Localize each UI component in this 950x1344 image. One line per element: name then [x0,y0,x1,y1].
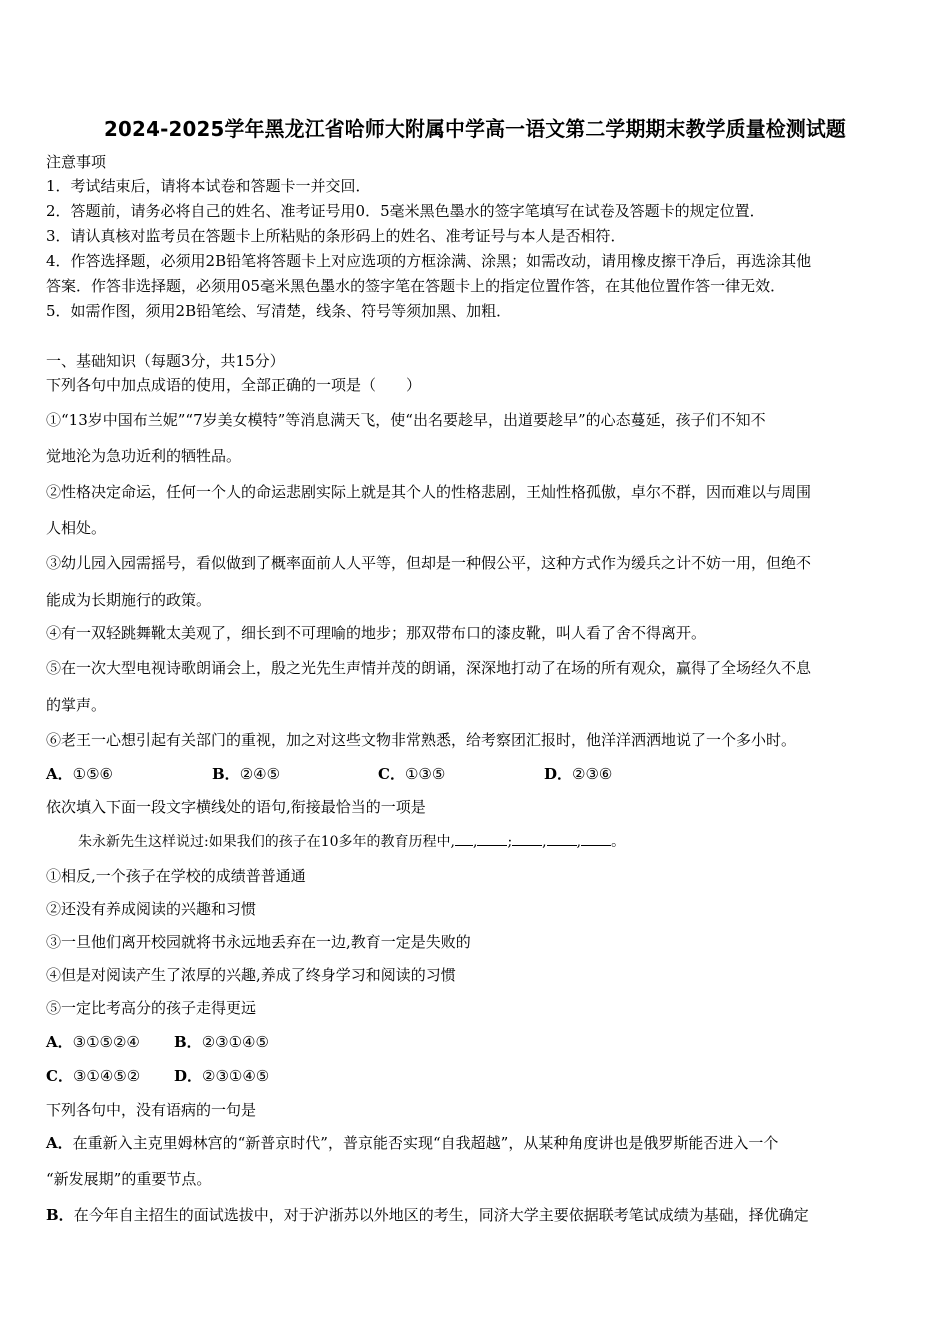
punct: 。 [611,834,626,850]
q1-sentence-line: ④有一双轻跳舞靴太美观了，细长到不可理喻的地步；那双带布口的漆皮靴，叫人看了舍不得离开。 [46,624,707,642]
option-text: ②③⑥ [572,765,613,783]
q1-options [46,764,612,784]
q1-sentence-line: 的掌声。 [46,696,107,714]
notice-heading: 注意事项 [46,153,107,171]
q1-sentence-line: ⑤在一次大型电视诗歌朗诵会上，殷之光先生声情并茂的朗诵，深深地打动了在场的所有观众，赢得了全场经久不息 [46,659,812,677]
notice-item: 4．作答选择题，必须用2B铅笔将答题卡上对应选项的方框涂满、涂黑；如需改动，请用橡皮擦干净后，再选涂其他 [46,252,812,270]
q1-option-c[interactable] [378,764,544,784]
q3-option-a[interactable] [46,1133,778,1153]
option-text: 在今年自主招生的面试选拔中，对于沪浙苏以外地区的考生，同济大学主要依据联考笔试成绩为基础，择优确定 [73,1206,809,1224]
q2-option-a[interactable] [46,1032,174,1052]
q2-option-c[interactable] [46,1066,174,1086]
notice-item: 答案．作答非选择题，必须用05毫米黑色墨水的签字笔在答题卡上的指定位置作答，在其他位置作答一律无效． [46,277,786,295]
q2-options-row-2 [46,1066,269,1086]
option-letter: B． [174,1033,202,1051]
q1-option-a[interactable] [46,764,212,784]
q2-quote [78,832,625,852]
section-heading: 一、基础知识（每题3分，共15分） [46,352,285,370]
option-text: ①③⑤ [404,765,446,783]
blank-3[interactable] [512,833,542,846]
option-letter: A． [46,765,73,783]
option-letter: A． [46,1033,73,1051]
q2-option-d[interactable] [174,1066,269,1086]
punct: , [542,834,547,850]
q1-sentence-line: 能成为长期施行的政策。 [46,591,212,609]
notice-item: 5．如需作图，须用2B铅笔绘、写清楚，线条、符号等须加黑、加粗． [46,302,512,320]
blank-1[interactable] [455,833,473,846]
option-letter: D． [174,1067,203,1085]
q3-option-a-cont: “新发展期”的重要节点。 [46,1170,212,1188]
option-letter: D． [544,765,573,783]
blank-2[interactable] [477,833,507,846]
q2-item: ④但是对阅读产生了浓厚的兴趣,养成了终身学习和阅读的习惯 [46,966,456,984]
q2-item: ⑤一定比考高分的孩子走得更远 [46,999,257,1017]
option-text: ②④⑤ [239,765,281,783]
option-text: 在重新入主克里姆林宫的“新普京时代”，普京能否实现“自我超越”，从某种角度讲也是俄罗斯能否进入一个 [72,1134,779,1152]
option-text: ③①④⑤② [72,1067,141,1085]
q1-sentence-line: ③幼儿园入园需摇号，看似做到了概率面前人人平等，但却是一种假公平，这种方式作为缓兵之计不妨一用，但绝不 [46,554,812,572]
option-letter: B． [212,765,240,783]
q2-item: ③一旦他们离开校园就将书永远地丢弃在一边,教育一定是失败的 [46,933,471,951]
q2-option-b[interactable] [174,1032,269,1052]
option-text: ③①⑤②④ [72,1033,140,1051]
q2-quote-text: 朱永新先生这样说过:如果我们的孩子在10多年的教育历程中, [78,834,455,850]
q2-item: ②还没有养成阅读的兴趣和习惯 [46,900,257,918]
punct: , [576,834,582,850]
question-1-stem: 下列各句中加点成语的使用，全部正确的一项是（ ） [46,376,422,394]
punct: ; [507,834,513,850]
q1-option-d[interactable] [544,764,612,784]
q1-sentence-line: 觉地沦为急功近利的牺牲品。 [46,447,242,465]
notice-item: 1．考试结束后，请将本试卷和答题卡一并交回． [46,177,371,195]
question-3-stem: 下列各句中，没有语病的一句是 [46,1101,257,1119]
option-letter: C． [378,765,405,783]
notice-item: 2．答题前，请务必将自己的姓名、准考证号用0．5毫米黑色墨水的签字笔填写在试卷及答题卡的规定位置． [46,202,765,220]
question-2-stem: 依次填入下面一段文字横线处的语句,衔接最恰当的一项是 [46,798,426,816]
page-title: 2024-2025学年黑龙江省哈师大附属中学高一语文第二学期期末教学质量检测试题 [104,117,846,141]
q2-item: ①相反,一个孩子在学校的成绩普普通通 [46,867,306,885]
option-letter: B． [46,1206,74,1224]
q3-option-b[interactable] [46,1205,809,1225]
option-letter: A． [46,1134,73,1152]
q1-sentence-line: ⑥老王一心想引起有关部门的重视，加之对这些文物非常熟悉，给考察团汇报时，他洋洋洒洒地说了一个多小时。 [46,731,797,749]
punct: , [472,834,478,850]
q1-option-b[interactable] [212,764,378,784]
blank-4[interactable] [547,833,577,846]
option-text: ①⑤⑥ [72,765,113,783]
notice-item: 3．请认真核对监考员在答题卡上所粘贴的条形码上的姓名、准考证号与本人是否相符． [46,227,626,245]
q2-options-row-1 [46,1032,269,1052]
q1-sentence-line: ①“13岁中国布兰妮”“7岁美女模特”等消息满天飞，使“出名要趁早，出道要趁早”的心态蔓延，孩子们不知不 [46,411,766,429]
q1-sentence-line: ②性格决定命运，任何一个人的命运悲剧实际上就是其个人的性格悲剧，王灿性格孤傲，卓尔不群，因而难以与周围 [46,483,812,501]
q1-sentence-line: 人相处。 [46,519,107,537]
option-text: ②③①④⑤ [202,1067,270,1085]
option-text: ②③①④⑤ [201,1033,269,1051]
blank-5[interactable] [581,833,611,846]
option-letter: C． [46,1067,73,1085]
